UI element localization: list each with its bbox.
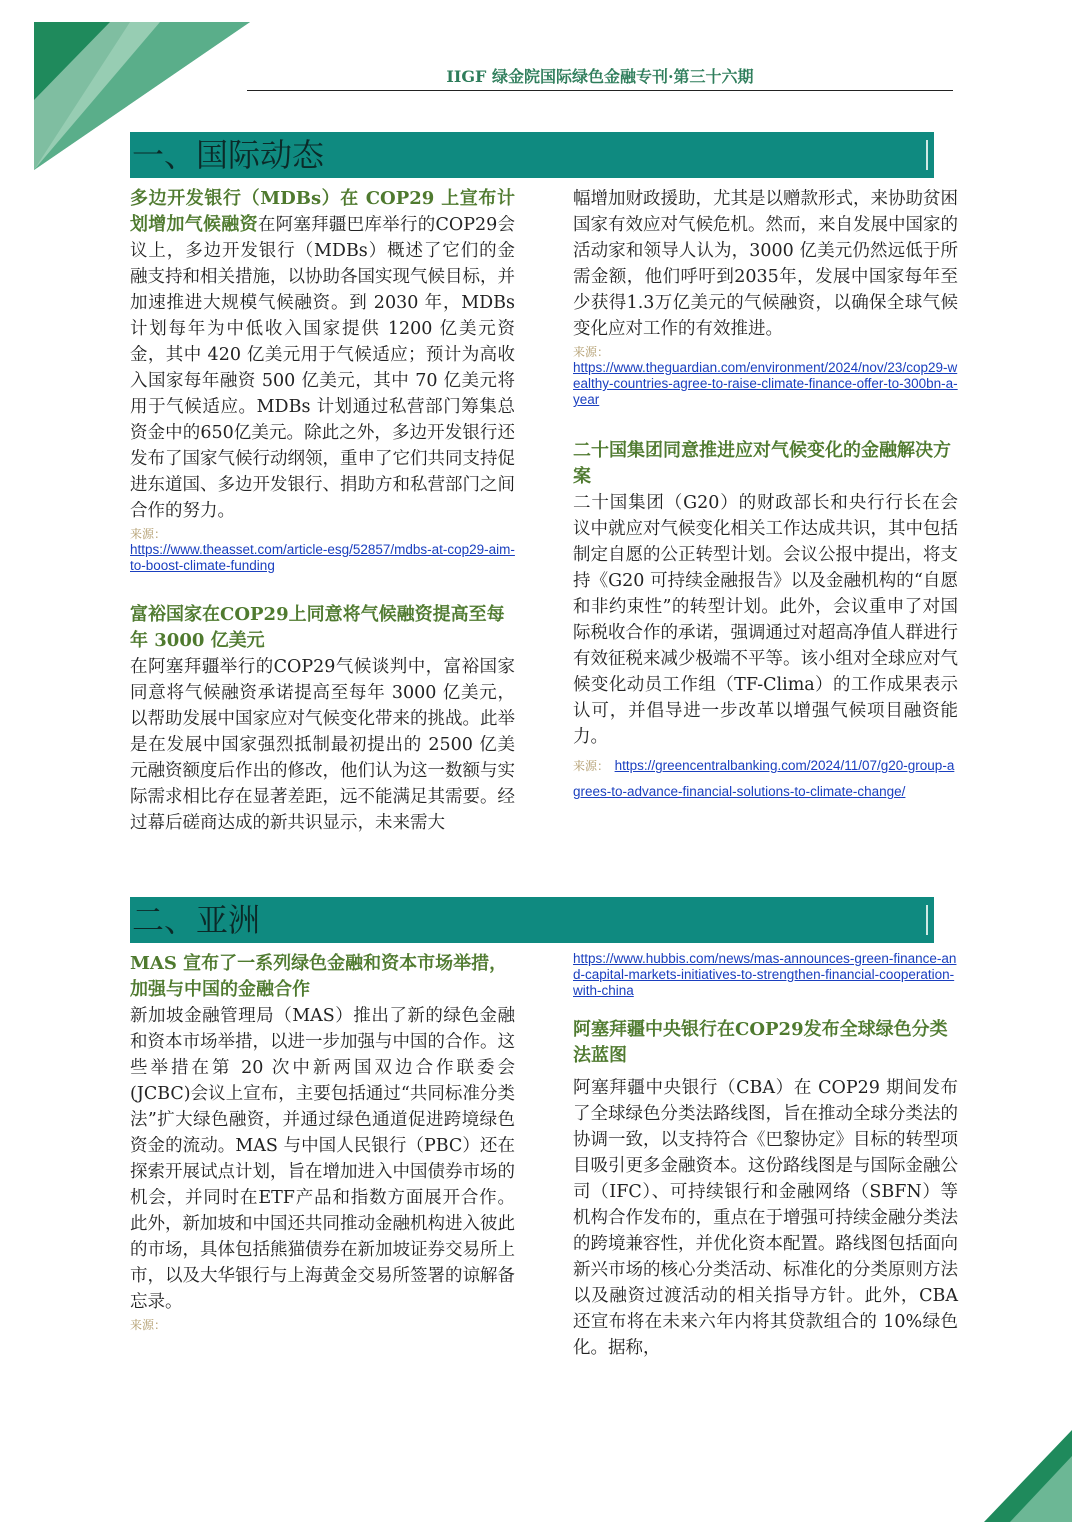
- article-body: 新加坡金融管理局（MAS）推出了新的绿色金融和资本市场举措，以进一步加强与中国的合作。这些举措在第 20 次中新两国双边合作联委会(JCBC)会议上宣布，主要包括通过“共同标准分类法”扩大绿色融资，并通过绿色通道促进跨境绿色资金的流动。MAS 与中国人民银行（PBC）还在探索开展试点计划，旨在增加进入中国债券市场的机会，并同时在ETF产品和指数方面展开合作。此外，新加坡和中国还共同推动金融机构进入彼此的市场，具体包括熊猫债券在新加坡证券交易所上市，以及大华银行与上海黄金交易所签署的谅解备忘录。: [130, 1006, 515, 1312]
- article-title: 二十国集团同意推进应对气候变化的金融解决方案: [573, 440, 951, 487]
- article-body: 二十国集团（G20）的财政部长和央行行长在会议中就应对气候变化相关工作达成共识，其中包括制定自愿的公正转型计划。会议公报中提出，将支持《G20 可持续金融报告》以及金融机构的“自愿和非约束性”的转型计划。此外，会议重申了对国际税收合作的承诺，强调通过对超高净值人群进行有效征税来减少极端不平等。该小组对全球应对气候变化动员工作组（TF-Clima）的工作成果表示认可，并倡导进一步改革以增强气候项目融资能力。: [573, 493, 958, 747]
- section-bar-accent: [926, 140, 928, 170]
- source-label: 来源：: [573, 345, 610, 359]
- section2-right-column: [573, 951, 958, 1361]
- article-body: 阿塞拜疆中央银行（CBA）在 COP29 期间发布了全球绿色分类法路线图，旨在推动全球分类法的协调一致，以支持符合《巴黎协定》目标的转型项目吸引更多金融资本。这份路线图是与国际金融公司（IFC）、可持续银行和金融网络（SBFN）等机构合作发布的，重点在于增强可持续金融分类法的跨境兼容性，并优化资本配置。路线图包括面向新兴市场的核心分类活动、标准化的分类原则方法以及融资过渡活动的相关指导方针。此外，CBA 还宣布将在未来六年内将其贷款组合的 10%绿色化。据称，: [573, 1078, 958, 1358]
- article-mdbs: [130, 186, 515, 524]
- article-body: 在阿塞拜疆巴库举行的COP29会议上，多边开发银行（MDBs）概述了它们的金融支持和相关措施，以协助各国实现气候目标，并加速推进大规模气候融资。到 2030 年，MDBs 计划每年为中低收入国家提供 1200 亿美元资金，其中 420 亿美元用于气候适应；预计为高收入国家每年融资 500 亿美元，其中 70 亿美元将用于气候适应。MDBs 计划通过私营部门筹集总资金中的650亿美元。除此之外，多边开发银行还发布了国家气候行动纲领，重申了它们共同支持促进东道国、多边开发银行、捐助方和私营部门之间合作的努力。: [130, 215, 516, 521]
- article-title: MAS 宣布了一系列绿色金融和资本市场举措，加强与中国的金融合作: [130, 953, 508, 1000]
- article-title: 阿塞拜疆中央银行在COP29发布全球绿色分类法蓝图: [573, 1019, 948, 1066]
- article-title: 富裕国家在COP29上同意将气候融资提高至每年 3000 亿美元: [130, 604, 505, 651]
- source-link[interactable]: https://www.theguardian.com/environment/2024/nov/23/cop29-wealthy-countries-agree-to-raise-climate-finance-offer-to-300bn-a-year: [573, 360, 958, 407]
- section-bar-accent: [926, 905, 928, 935]
- article-body: 在阿塞拜疆举行的COP29气候谈判中，富裕国家同意将气候融资承诺提高至每年 3000 亿美元，以帮助发展中国家应对气候变化带来的挑战。此举是在发展中国家强烈抵制最初提出的 2500 亿美元融资额度后作出的修改，他们认为这一数额与实际需求相比存在显著差距，远不能满足其需要。经过幕后磋商达成的新共识显示，未来需大: [130, 657, 515, 833]
- source-line: [573, 752, 958, 804]
- section2-left-column: [130, 951, 515, 1333]
- section-title: 一、国际动态: [132, 136, 325, 174]
- section-heading-international: [130, 132, 934, 178]
- section1-right-column: [573, 186, 958, 804]
- article-body-continued: 幅增加财政援助，尤其是以赠款形式，来协助贫困国家有效应对气候危机。然而，来自发展中国家的活动家和领导人认为，3000 亿美元仍然远低于所需金额，他们呼吁到2035年，发展中国家每年至少获得1.3万亿美元的气候融资，以确保全球气候变化应对工作的有效推进。: [573, 189, 958, 339]
- source-link[interactable]: https://greencentralbanking.com/2024/11/07/g20-group-agrees-to-advance-financial-solutions-to-climate-change/: [573, 758, 955, 799]
- source-label: 来源：: [573, 759, 610, 773]
- header-divider: [247, 90, 953, 91]
- header-title: IIGF 绿金院国际绿色金融专刊·第三十六期: [446, 67, 754, 86]
- section-title: 二、亚洲: [132, 901, 261, 939]
- source-label: 来源：: [130, 527, 167, 541]
- source-link[interactable]: https://www.theasset.com/article-esg/52857/mdbs-at-cop29-aim-to-boost-climate-funding: [130, 542, 515, 573]
- source-link[interactable]: https://www.hubbis.com/news/mas-announces-green-finance-and-capital-markets-initiatives-to-strengthen-financial-cooperation-with-china: [573, 951, 957, 998]
- section1-left-column: [130, 186, 515, 836]
- section-heading-asia: [130, 897, 934, 943]
- source-label: 来源：: [130, 1318, 167, 1332]
- corner-decoration-bottom-right: [980, 1426, 1080, 1526]
- article-title: 多边开发银行（MDBs）在 COP29 上宣布计划增加气候融资: [130, 188, 515, 235]
